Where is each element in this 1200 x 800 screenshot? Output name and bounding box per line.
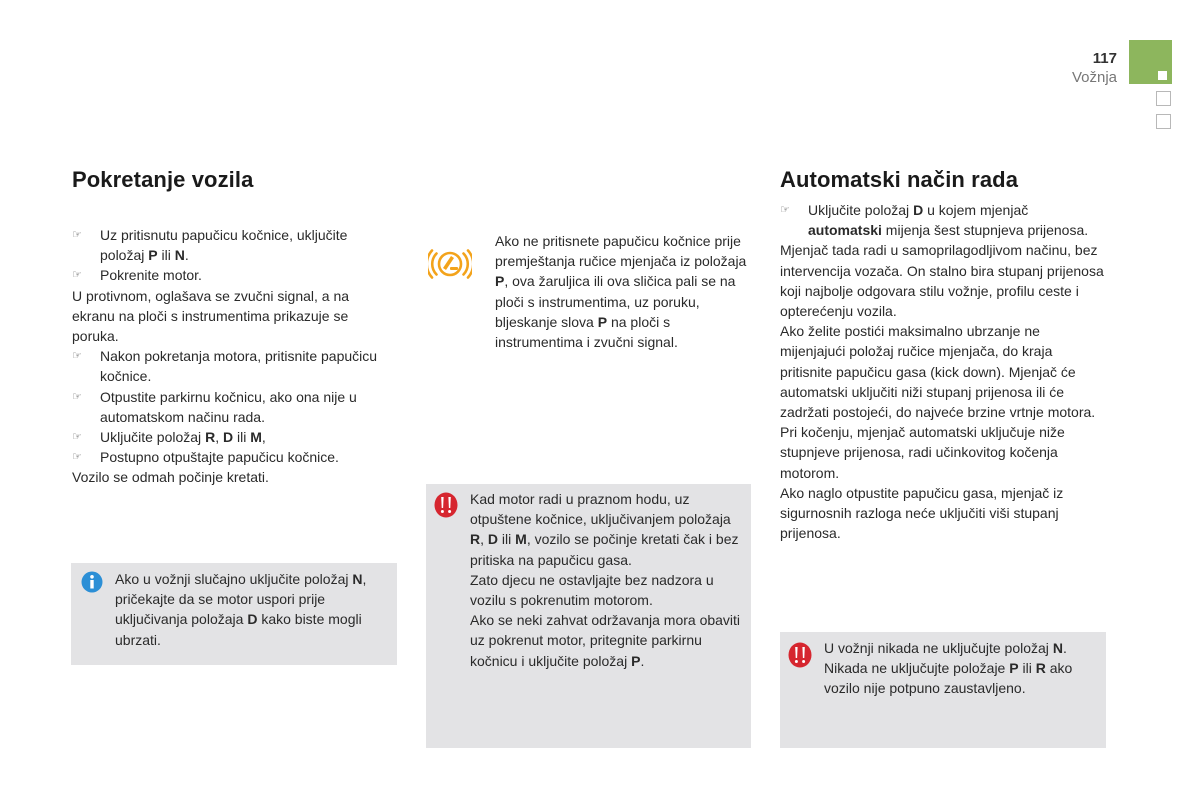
finger-bullet-icon: ☞ (72, 451, 82, 464)
chapter-nav-square (1156, 114, 1171, 129)
paragraph: Mjenjač tada radi u samoprilagodljivom načinu, bez intervencija vozača. On stalno bira stupanj prijenosa koji najbolje odgovara stilu vožnje, profilu ceste i opterećenju vozila. (780, 242, 1104, 320)
brake-warning-icon (428, 244, 472, 284)
bullet-item (72, 346, 388, 386)
paragraph: Ako naglo otpustite papučicu gasa, mjenjač iz sigurnosnih razloga neće uključiti viši stupanj prijenosa. (780, 484, 1064, 542)
left-column-text (72, 225, 388, 488)
bullet-text: Postupno otpuštajte papučicu kočnice. (100, 449, 339, 466)
chapter-tab-marker (1158, 71, 1167, 80)
finger-bullet-icon: ☞ (72, 390, 82, 403)
info-box (71, 563, 397, 665)
bullet-text: Otpustite parkirnu kočnicu, ako ona nije u automatskom načinu rada. (100, 388, 357, 425)
paragraph: U protivnom, oglašava se zvučni signal, a na ekranu na ploči s instrumentima prikazuje se poruka. (72, 287, 350, 345)
left-section (72, 167, 253, 193)
section-heading: Automatski način rada (780, 167, 1019, 192)
right-section (780, 167, 1018, 193)
warning-text (470, 489, 742, 671)
finger-bullet-icon: ☞ (72, 229, 82, 241)
section-title: Vožnja (1071, 69, 1117, 86)
paragraph: Vozilo se odmah počinje kretati. (72, 469, 269, 486)
bullet-text: Pokrenite motor. (100, 267, 202, 284)
bullet-text: Uključite položaj R, D ili M, (100, 429, 266, 446)
warning-box (426, 484, 751, 748)
brake-note-text: Ako ne pritisnete papučicu kočnice prije premještanja ručice mjenjača iz položaja P, ova žaruljica ili ova sličica pali se na ploči s instrumentima, uz poruku, bljeskanje slova P na ploči s instrumentima i zvučni signal. (495, 233, 747, 351)
paragraph: Ako želite postići maksimalno ubrzanje ne mijenjajući položaj ručice mjenjača, do kraja pritisnite papučicu gasa (kick down). Mjenjač će automatski uključiti niži stupanj prijenosa ili će zadržati postojeći, do najveće brzine vrtnje motora. (780, 323, 1096, 421)
bullet-item (72, 427, 388, 447)
finger-bullet-icon: ☞ (72, 350, 82, 363)
page-number: 117 (1092, 50, 1117, 67)
bullet-item (780, 200, 1106, 240)
warning-icon (434, 492, 458, 518)
bullet-item (72, 447, 388, 467)
paragraph: Kad motor radi u praznom hodu, uz otpuštene kočnice, uključivanjem položaja R, D ili M, vozilo se počinje kretati čak i bez pritiska na papučicu gasa. (470, 491, 739, 568)
paragraph: Zato djecu ne ostavljajte bez nadzora u vozilu s pokrenutim motorom. (470, 571, 714, 609)
right-column-text (780, 200, 1106, 543)
finger-bullet-icon: ☞ (72, 431, 82, 444)
paragraph: Pri kočenju, mjenjač automatski uključuje niže stupnjeve prijenosa, radi učinkovitog kočenja motorom. (780, 424, 1065, 481)
chapter-nav-square (1156, 91, 1171, 106)
bullet-text: Nakon pokretanja motora, pritisnite papučicu kočnice. (100, 348, 378, 385)
warning-icon (788, 642, 812, 668)
bullet-item (72, 265, 388, 285)
info-icon (81, 571, 103, 593)
warning-text: U vožnji nikada ne uključujte položaj N. Nikada ne uključujte položaje P ili R ako vozilo nije potpuno zaustavljeno. (824, 640, 1073, 697)
finger-bullet-icon: ☞ (72, 269, 82, 282)
bullet-item (72, 387, 388, 427)
bullet-item (72, 225, 388, 265)
bullet-text: Uz pritisnutu papučicu kočnice, uključite položaj P ili N. (100, 227, 348, 264)
finger-bullet-icon: ☞ (780, 204, 790, 216)
bullet-text: Uključite položaj D u kojem mjenjač automatski mijenja šest stupnjeva prijenosa. (808, 202, 1089, 239)
info-text: Ako u vožnji slučajno uključite položaj N, pričekajte da se motor uspori prije uključivanja položaja D kako biste mogli ubrzati. (115, 571, 367, 648)
section-heading: Pokretanje vozila (72, 167, 254, 192)
warning-box (780, 632, 1106, 748)
paragraph: Ako se neki zahvat održavanja mora obaviti uz pokrenut motor, pritegnite parkirnu kočnicu i uključite položaj P. (470, 612, 741, 669)
